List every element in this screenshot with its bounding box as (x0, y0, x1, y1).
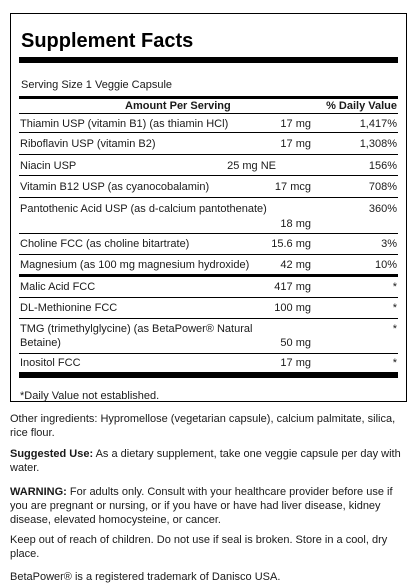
serving-size: Serving Size 1 Veggie Capsule (21, 79, 173, 91)
header-rule (19, 113, 398, 114)
ingredient-amount: 417 mg (274, 281, 311, 293)
nutrient-dv: 156% (368, 160, 397, 172)
header-daily-value: % Daily Value (326, 100, 397, 112)
serving-rule (19, 96, 398, 99)
section-rule (19, 274, 398, 277)
bottom-rule (19, 372, 398, 378)
ingredient-name: Inositol FCC (20, 357, 81, 369)
nutrient-name: Choline FCC (as choline bitartrate) (20, 238, 190, 250)
nutrient-dv: 10% (374, 259, 397, 271)
nutrient-amount: 42 mg (280, 259, 311, 271)
nutrient-name: Riboflavin USP (vitamin B2) (20, 138, 156, 150)
suggested-use-text: As a dietary supplement, take one veggie capsule per day with water. (10, 448, 401, 474)
row-rule (19, 254, 398, 255)
title-rule (19, 57, 398, 63)
nutrient-amount: 17 mg (280, 118, 311, 130)
suggested-use (10, 447, 405, 475)
ingredient-amount: 17 mg (280, 357, 311, 369)
nutrient-dv: 3% (381, 238, 397, 250)
daily-value-footnote: *Daily Value not established. (20, 390, 160, 402)
nutrient-name: Magnesium (as 100 mg magnesium hydroxide) (20, 259, 250, 271)
supplement-facts-panel (10, 13, 407, 402)
row-rule (19, 197, 398, 198)
storage-instructions: Keep out of reach of children. Do not use if seal is broken. Store in a cool, dry place. (10, 534, 388, 560)
nutrient-amount: 17 mg (280, 138, 311, 150)
row-rule (19, 175, 398, 176)
nutrient-name: Pantothenic Acid USP (as d-calcium pantothenate) (20, 203, 267, 215)
other-ingredients: Other ingredients: Hypromellose (vegetarian capsule), calcium palmitate, silica, rice flour. (10, 413, 396, 439)
nutrient-name: Thiamin USP (vitamin B1) (as thiamin HCl) (20, 118, 229, 130)
row-rule (19, 353, 398, 354)
nutrient-name: Niacin USP (20, 160, 77, 172)
nutrient-amount: 17 mcg (274, 181, 311, 193)
header-amount-per-serving: Amount Per Serving (125, 100, 231, 112)
nutrient-dv: 708% (368, 181, 397, 193)
nutrient-dv: 1,308% (359, 138, 397, 150)
warning (10, 485, 405, 527)
ingredient-dv: * (392, 357, 397, 369)
nutrient-amount: 25 mg NE (227, 160, 276, 172)
panel-title: Supplement Facts (21, 30, 194, 52)
ingredient-dv: * (392, 323, 397, 335)
row-rule (19, 154, 398, 155)
nutrient-name: Vitamin B12 USP (as cyanocobalamin) (20, 181, 210, 193)
row-rule (19, 297, 398, 298)
nutrient-dv: 360% (368, 203, 397, 215)
ingredient-amount: 50 mg (280, 337, 311, 349)
row-rule (19, 233, 398, 234)
warning-text: For adults only. Consult with your healthcare provider before use if you are pregnant or nursing, or if you have or have had liver disease, kidney disease, elevated homocysteine, or cancer. (10, 486, 393, 526)
ingredient-name: DL-Methionine FCC (20, 302, 118, 314)
ingredient-dv: * (392, 302, 397, 314)
nutrient-dv: 1,417% (359, 118, 397, 130)
ingredient-name: TMG (trimethylglycine) (as BetaPower® Natural (20, 323, 253, 335)
row-rule (19, 318, 398, 319)
ingredient-name-continued: Betaine) (20, 337, 61, 349)
nutrient-amount: 18 mg (280, 218, 311, 230)
ingredient-amount: 100 mg (274, 302, 311, 314)
nutrient-amount: 15.6 mg (271, 238, 311, 250)
ingredient-dv: * (392, 281, 397, 293)
ingredient-name: Malic Acid FCC (20, 281, 96, 293)
suggested-use-label: Suggested Use: (10, 448, 94, 460)
warning-label: WARNING: (10, 486, 67, 498)
trademark-notice: BetaPower® is a registered trademark of Danisco USA. (10, 571, 281, 583)
row-rule (19, 132, 398, 133)
